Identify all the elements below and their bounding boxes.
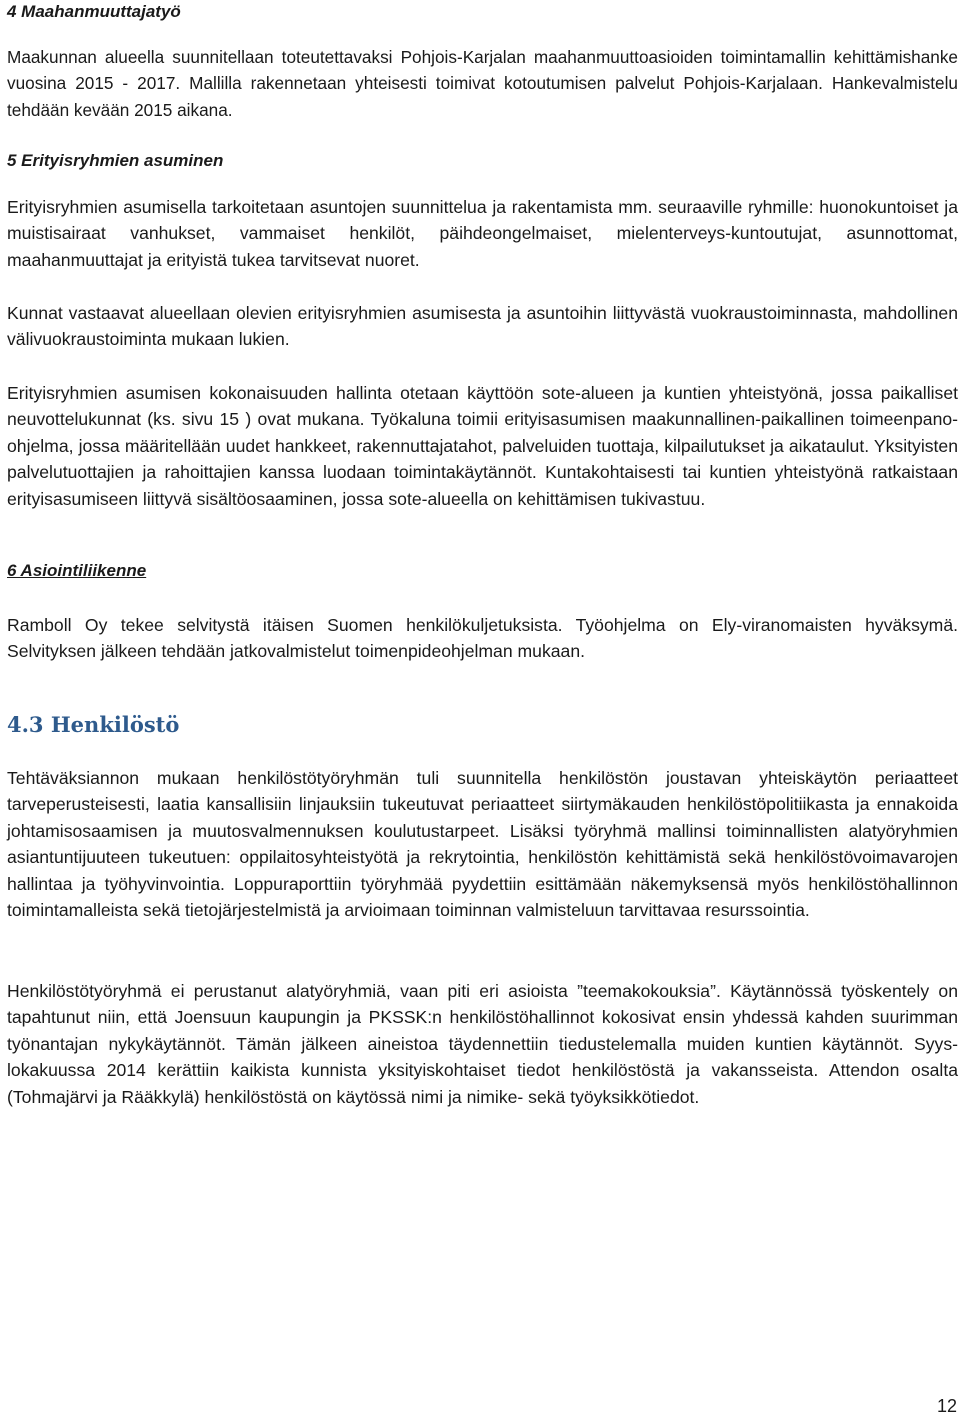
paragraph-asiointiliikenne: Ramboll Oy tekee selvitystä itäisen Suomen henkilökuljetuksista. Työohjelma on Ely-viranomaisten hyväksymä. Selvityksen jälkeen tehdään jatkovalmistelut toimenpideohjelman mukaan. [7,615,958,662]
paragraph-henkilosto-1: Tehtäväksiannon mukaan henkilöstötyöryhmän tuli suunnitella henkilöstön joustavan yhteiskäytön periaatteet tarveperusteisesti, laatia kansallisiin linjauksiin tukeutuvat periaatteet siirtymäkauden henkilöstöpolitiikasta ja ennakoida johtamisosaamisen ja muutosvalmennuksen koulutustarpeet. Lisäksi työryhmä mallinsi toiminnallisten alatyöryhmien asiantuntijuuteen tukeutuen: oppilaitosyhteistyötä ja rekrytointia, henkilöstön kehittämistä sekä henkilöstövoimavarojen hallintaa ja työhyvinvointia. Loppuraporttiin työryhmää pyydettiin esittämään näkemyksensä myös henkilöstöhallinnon toimintamalleista sekä tietojärjestelmistä ja arvioimaan toiminnan valmisteluun tarvittavaa resurssointia. [7,768,958,921]
paragraph-erityisryhmat-2: Kunnat vastaavat alueellaan olevien erityisryhmien asumisesta ja asuntoihin liittyvästä vuokraustoiminnasta, mahdollinen välivuokraustoiminta mukaan lukien. [7,303,958,350]
page-number: 12 [936,1396,957,1416]
paragraph-maahanmuuttajatyo: Maakunnan alueella suunnitellaan toteutettavaksi Pohjois-Karjalan maahanmuuttoasioiden toimintamallin kehittämishanke vuosina 2015 - 2017. Mallilla rakennetaan yhteisesti toimivat kotoutumisen palvelut Pohjois-Karjalaan. Hankevalmistelu tehdään kevään 2015 aikana. [7,47,958,120]
section-heading-erityisryhmien-asuminen: 5 Erityisryhmien asuminen [7,151,224,170]
paragraph-erityisryhmat-3: Erityisryhmien asumisen kokonaisuuden hallinta otetaan käyttöön sote-alueen ja kuntien yhteistyönä, jossa paikalliset neuvottelukunnat (ks. sivu 15 ) ovat mukana. Työkaluna toimii erityisasumisen maakunnallinen-paikallinen toimeenpano-ohjelma, jossa määritellään uudet hankkeet, rakennuttajatahot, palveluiden tuottaja, kilpailutukset ja aikataulut. Yksityisten palvelutuottajien ja rahoittajien kanssa luodaan toimintakäytännöt. Kuntakohtaisesti tai kuntien yhteistyönä ratkaistaan erityisasumiseen liittyvä sisältöosaaminen, jossa sote-alueella on kehittämisen tukivastuu. [7,383,958,509]
paragraph-erityisryhmat-1: Erityisryhmien asumisella tarkoitetaan asuntojen suunnittelua ja rakentamista mm. seuraaville ryhmille: huonokuntoiset ja muistisairaat vanhukset, vammaiset henkilöt, päihdeongelmaiset, mielenterveys-kuntoutujat, asunnottomat, maahanmuuttajat ja erityistä tukea tarvitsevat nuoret. [7,197,958,270]
section-heading-asiointiliikenne: 6 Asiointiliikenne [7,561,147,580]
section-heading-maahanmuuttajatyo: 4 Maahanmuuttajatyö [7,2,181,21]
paragraph-henkilosto-2: Henkilöstötyöryhmä ei perustanut alatyöryhmiä, vaan piti eri asioista ”teemakokouksia”. Käytännössä työskentely on tapahtunut niin, että Joensuun kaupungin ja PKSSK:n henkilöstöhallinnot kokosivat ensin yhdessä kahden suurimman työnantajan nykykäytännöt. Tämän jälkeen aineistoa täydennettiin tiedustelemalla muiden kuntien käytännöt. Syys-lokakuussa 2014 kerättiin kaikista kunnista yksityiskohtaiset tiedot henkilöstöstä ja vakansseista. Attendon osalta (Tohmajärvi ja Rääkkylä) henkilöstöstä on käytössä nimi ja nimike- sekä työyksikkötiedot. [7,981,958,1107]
section-heading-henkilosto: 4.3 Henkilöstö [7,712,180,737]
